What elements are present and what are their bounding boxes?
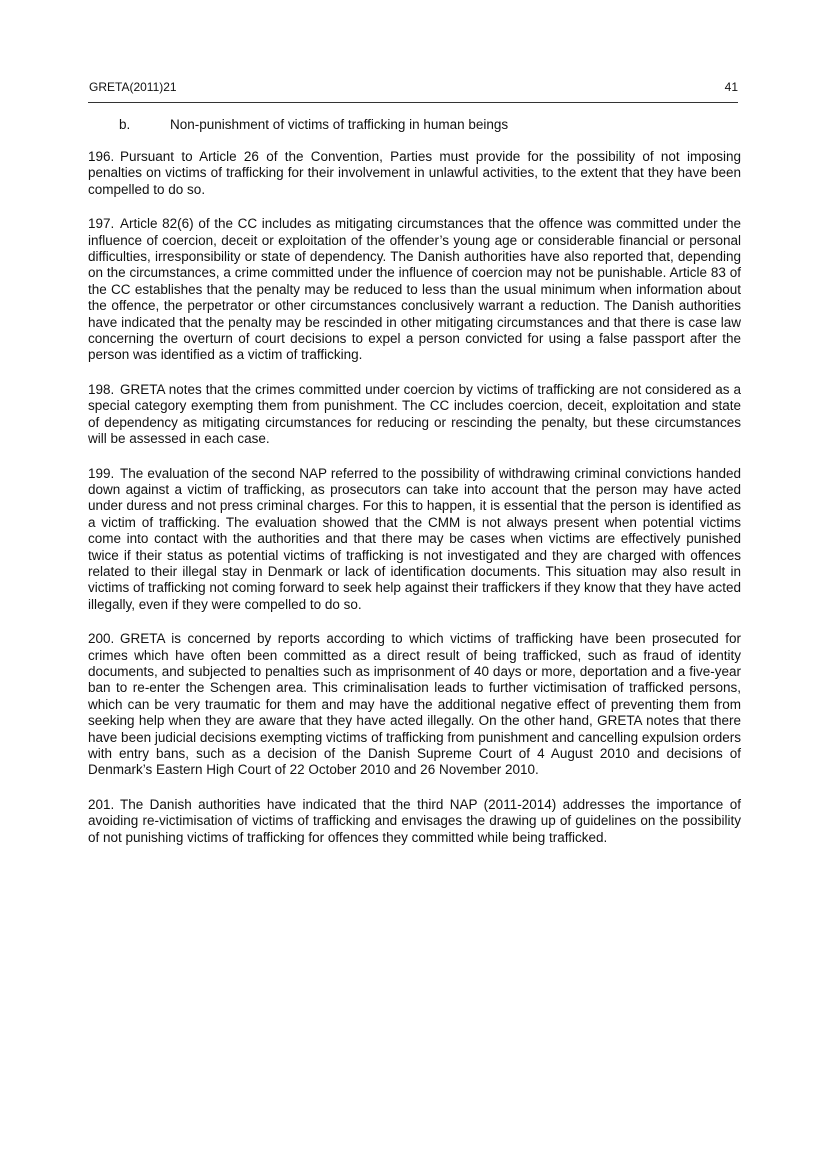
section-letter: b. <box>119 117 131 132</box>
paragraph-199 <box>88 466 741 614</box>
section-heading <box>119 116 508 134</box>
paragraph-text: GRETA notes that the crimes committed under coercion by victims of trafficking are not considered as a special category exempting them from punishment. The CC includes coercion, deceit, exploitation and state of dependency as mitigating circumstances for reducing or rescinding the penalty, but these circumstances will be assessed in each case. <box>88 381 741 447</box>
paragraph-197 <box>88 216 741 364</box>
paragraph-number: 200. <box>88 631 115 647</box>
paragraph-201 <box>88 797 741 846</box>
document-body <box>88 149 741 864</box>
paragraph-200 <box>88 631 741 779</box>
paragraph-198 <box>88 382 741 448</box>
paragraph-number: 199. <box>88 465 115 481</box>
document-reference: GRETA(2011)21 <box>89 80 177 94</box>
paragraph-text: The evaluation of the second NAP referred to the possibility of withdrawing criminal convictions handed down against a victim of trafficking, as prosecutors can take into account that the person may have acted under duress and not press criminal charges. For this to happen, it is essential that the person is identified as a victim of trafficking. The evaluation showed that the CMM is not always present when potential victims come into contact with the authorities and that there may be cases when victims are effectively punished twice if their status as potential victims of trafficking is not investigated and they are charged with offences related to their illegal stay in Denmark or lack of identification documents. This situation may also result in victims of trafficking not coming forward to seek help against their traffickers if they know that they have acted illegally, even if they were compelled to do so. <box>88 465 741 612</box>
paragraph-text: Article 82(6) of the CC includes as mitigating circumstances that the offence was committed under the influence of coercion, deceit or exploitation of the offender’s young age or considerable financial or personal difficulties, irresponsibility or state of dependency. The Danish authorities have also reported that, depending on the circumstances, a crime committed under the influence of coercion may not be punishable. Article 83 of the CC establishes that the penalty may be reduced to less than the usual minimum when information about the offence, the perpetrator or other circumstances conclusively warrant a reduction. The Danish authorities have indicated that the penalty may be rescinded in other mitigating circumstances and that there is case law concerning the overturn of court decisions to expel a person convicted for using a false passport after the person was identified as a victim of trafficking. <box>88 216 741 363</box>
paragraph-196 <box>88 149 741 198</box>
paragraph-number: 196. <box>88 149 115 164</box>
page-number: 41 <box>724 80 738 94</box>
paragraph-number: 197. <box>88 216 115 232</box>
paragraph-number: 198. <box>88 381 115 397</box>
paragraph-number: 201. <box>88 796 115 812</box>
paragraph-text: GRETA is concerned by reports according to which victims of trafficking have been prosecuted for crimes which have often been committed as a direct result of being trafficked, such as fraud of identity documents, and subjected to penalties such as imprisonment of 40 days or more, deportation and a five-year ban to re-enter the Schengen area. This criminalisation leads to further victimisation of trafficked persons, which can be very traumatic for them and may have the additional negative effect of preventing them from seeking help when they are aware that they have acted illegally. On the other hand, GRETA notes that there have been judicial decisions exempting victims of trafficking from punishment and cancelling expulsion orders with entry bans, such as a decision of the Danish Supreme Court of 4 August 2010 and decisions of Denmark’s Eastern High Court of 22 October 2010 and 26 November 2010. <box>88 631 741 778</box>
paragraph-text: Pursuant to Article 26 of the Convention, Parties must provide for the possibility of not imposing penalties on victims of trafficking for their involvement in unlawful activities, to the extent that they have been compelled to do so. <box>88 149 741 197</box>
paragraph-text: The Danish authorities have indicated that the third NAP (2011-2014) addresses the importance of avoiding re-victimisation of victims of trafficking and envisages the drawing up of guidelines on the possibility of not punishing victims of trafficking for offences they committed while being trafficked. <box>88 796 741 845</box>
header-divider <box>88 102 738 103</box>
section-title: Non-punishment of victims of trafficking in human beings <box>170 117 509 132</box>
page-header <box>88 79 741 95</box>
